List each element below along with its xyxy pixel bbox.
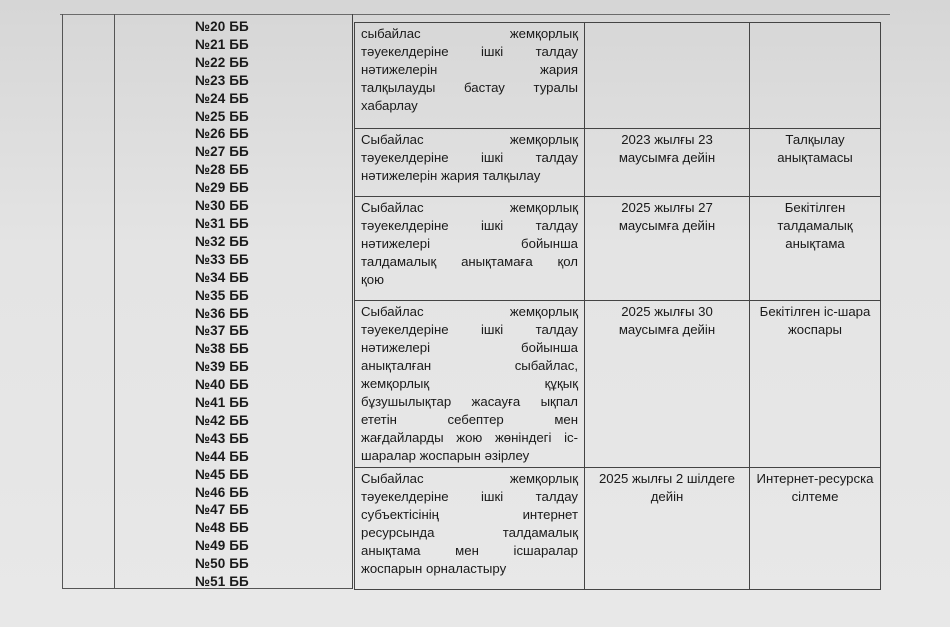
bb-number: №45 ББ: [195, 466, 249, 482]
measure-name-line: жағдайларды жою жөніндегі іс-: [361, 430, 578, 445]
measure-name-line: тәуекелдеріне ішкі талдау: [361, 489, 578, 504]
bb-number: №24 ББ: [195, 90, 249, 106]
bb-number: №51 ББ: [195, 574, 249, 590]
result-document-cell: Бекітілген талдамалық анықтама: [750, 197, 881, 301]
bb-number: №43 ББ: [195, 430, 249, 446]
result-document-cell: Талқылау анықтамасы: [750, 129, 881, 197]
measure-name-line: бұзушылықтар жасауға ықпал: [361, 394, 578, 409]
bb-number: №44 ББ: [195, 448, 249, 464]
bb-number: №40 ББ: [195, 377, 249, 393]
measure-name-line: тәуекелдеріне ішкі талдау: [361, 44, 578, 59]
bb-number: №23 ББ: [195, 72, 249, 88]
bb-number: №27 ББ: [195, 144, 249, 160]
measure-name-line: тәуекелдеріне ішкі талдау: [361, 322, 578, 337]
measure-name-line: Сыбайлас жемқорлық: [361, 304, 578, 319]
bb-number-list: [195, 18, 345, 591]
table-left-border: [62, 14, 63, 589]
bb-number: №34 ББ: [195, 269, 249, 285]
measure-name-line: жоспарын орналастыру: [361, 561, 507, 576]
bb-number: №49 ББ: [195, 538, 249, 554]
measure-name-line: тәуекелдеріне ішкі талдау: [361, 218, 578, 233]
measure-name-line: Сыбайлас жемқорлық: [361, 132, 578, 147]
measure-name-cell: [355, 23, 585, 129]
measure-name-cell: [355, 129, 585, 197]
bb-number: №48 ББ: [195, 520, 249, 536]
measure-name-line: Сыбайлас жемқорлық: [361, 200, 578, 215]
table-row: [355, 129, 881, 197]
measure-name-line: нәтижелерін жария: [361, 62, 578, 77]
deadline-cell: 2025 жылғы 30 маусымға дейін: [585, 301, 750, 468]
measure-name-line: талқылауды бастау туралы: [361, 80, 578, 95]
bb-number: №26 ББ: [195, 126, 249, 142]
measure-name-line: сыбайлас жемқорлық: [361, 26, 578, 41]
deadline-cell: [585, 23, 750, 129]
bb-number: №21 ББ: [195, 36, 249, 52]
bb-number: №37 ББ: [195, 323, 249, 339]
bb-number: №35 ББ: [195, 287, 249, 303]
measure-name-cell: [355, 197, 585, 301]
measure-name-line: талдамалық анықтамаға қол: [361, 254, 578, 269]
deadline-cell: 2023 жылғы 23 маусымға дейін: [585, 129, 750, 197]
result-document-cell: [750, 23, 881, 129]
bb-number: №22 ББ: [195, 54, 249, 70]
measure-name-line: нәтижелерін жария талқылау: [361, 168, 541, 183]
bb-number: №41 ББ: [195, 395, 249, 411]
bb-number: №47 ББ: [195, 502, 249, 518]
measure-name-cell: [355, 468, 585, 590]
table-row: [355, 23, 881, 129]
table-row: [355, 468, 881, 590]
bb-number: №42 ББ: [195, 412, 249, 428]
measure-name-line: қою: [361, 272, 384, 287]
measure-name-cell: [355, 301, 585, 468]
bb-number: №28 ББ: [195, 162, 249, 178]
bb-number: №31 ББ: [195, 215, 249, 231]
bb-number: №25 ББ: [195, 108, 249, 124]
bb-number: №29 ББ: [195, 180, 249, 196]
measure-name-line: анықталған сыбайлас,: [361, 358, 578, 373]
measure-name-line: субъектісінің интернет: [361, 507, 578, 522]
result-document-cell: Бекітілген іс-шара жоспары: [750, 301, 881, 468]
measure-name-line: нәтижелері бойынша: [361, 340, 578, 355]
bb-number: №36 ББ: [195, 305, 249, 321]
measure-name-line: Сыбайлас жемқорлық: [361, 471, 578, 486]
deadline-cell: 2025 жылғы 27 маусымға дейін: [585, 197, 750, 301]
bb-number: №32 ББ: [195, 233, 249, 249]
bb-number: №33 ББ: [195, 251, 249, 267]
table-row: [355, 197, 881, 301]
measure-name-line: ресурсында талдамалық: [361, 525, 578, 540]
table-top-border: [60, 14, 890, 15]
bb-number: №20 ББ: [195, 19, 249, 34]
bb-number: №39 ББ: [195, 359, 249, 375]
bb-number: №30 ББ: [195, 198, 249, 214]
measure-name-line: шаралар жоспарын әзірлеу: [361, 448, 530, 463]
result-document-cell: Интернет-ресурска сілтеме: [750, 468, 881, 590]
plan-table: [354, 22, 881, 590]
measure-name-line: хабарлау: [361, 98, 418, 113]
measure-name-line: жемқорлық құқық: [361, 376, 578, 391]
bb-number: №38 ББ: [195, 341, 249, 357]
measure-name-line: анықтама мен ісшаралар: [361, 543, 578, 558]
table-column-border: [114, 14, 115, 589]
measure-name-line: нәтижелері бойынша: [361, 236, 578, 251]
measure-name-line: ететін себептер мен: [361, 412, 578, 427]
deadline-cell: 2025 жылғы 2 шілдеге дейін: [585, 468, 750, 590]
column-separator: [352, 14, 353, 589]
bb-number: №46 ББ: [195, 484, 249, 500]
table-row: [355, 301, 881, 468]
measure-name-line: тәуекелдеріне ішкі талдау: [361, 150, 578, 165]
bb-number: №50 ББ: [195, 556, 249, 572]
